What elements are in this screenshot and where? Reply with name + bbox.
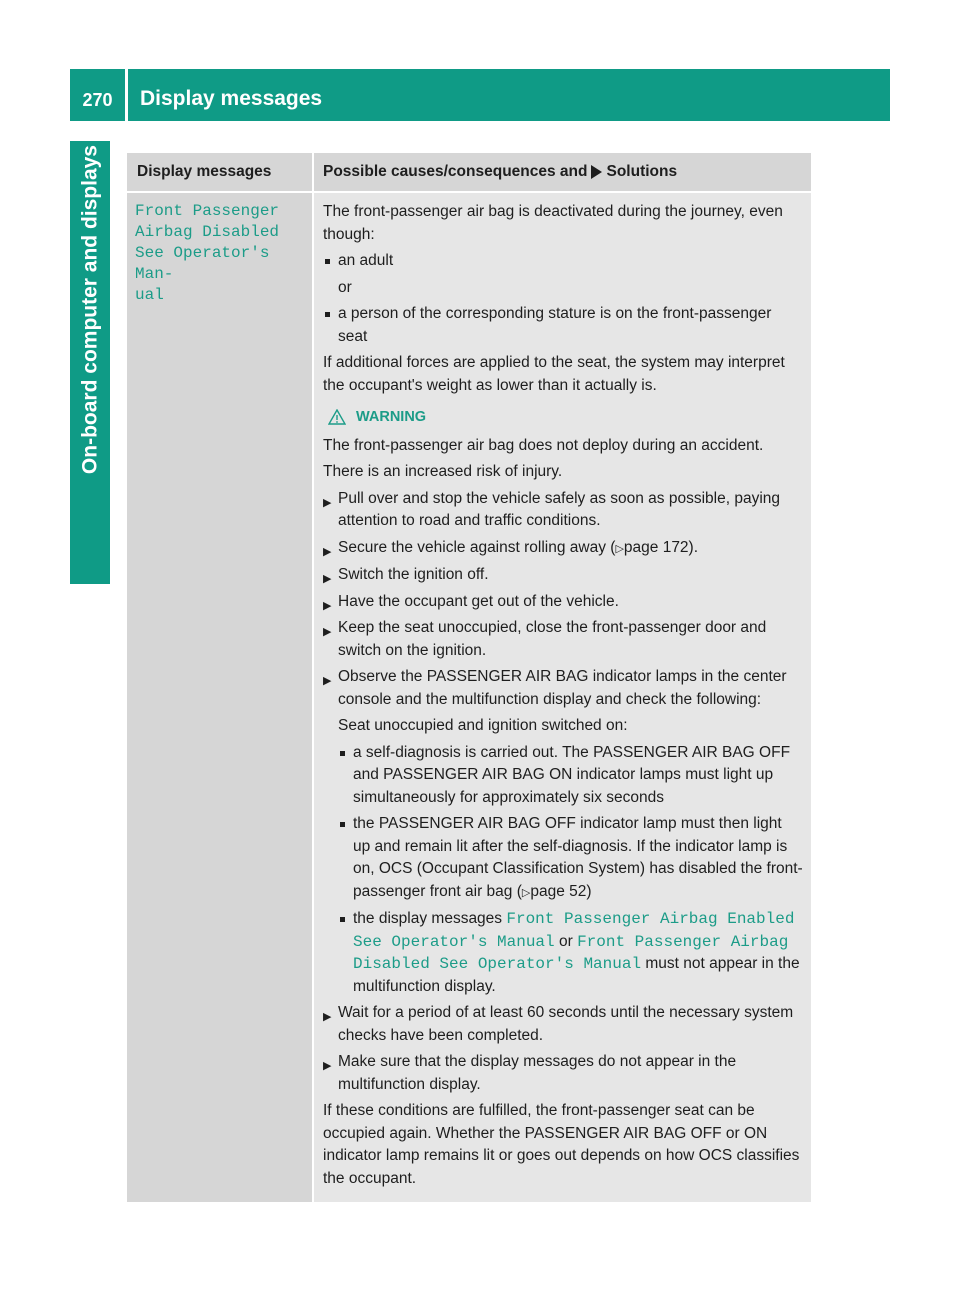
action-step (323, 488, 803, 533)
action-arrow-icon: ▶ (323, 545, 332, 558)
warning-triangle-icon (328, 409, 346, 425)
message-line-1: Front Passenger (135, 202, 280, 220)
action-step-text: Keep the seat unoccupied, close the front-passenger door and switch on the ignition. (338, 619, 767, 659)
column-header-solutions (314, 153, 811, 191)
page-reference-link[interactable]: page 52) (530, 882, 592, 900)
intro-text: The front-passenger air bag is deactivated during the journey, even though: (323, 203, 783, 243)
action-arrow-icon: ▶ (323, 1060, 332, 1072)
check-bullet-3 (323, 908, 803, 998)
column-header-solutions-suffix: Solutions (606, 163, 678, 180)
action-arrow-icon: ▶ (323, 1011, 332, 1023)
action-arrow-icon: ▶ (323, 626, 332, 638)
check-bullet-1: a self-diagnosis is carried out. The PASSENGER AIR BAG OFF and PASSENGER AIR BAG ON indicator lamps must light up simultaneously for approximately six seconds (323, 742, 803, 810)
warning-text-2: There is an increased risk of injury. (323, 463, 563, 480)
message-line-2: Airbag Disabled (135, 223, 280, 241)
action-step (323, 537, 803, 561)
warning-label: WARNING (356, 409, 427, 425)
check-bullet-3-suffix: must not appear in the multifunction display. (353, 955, 800, 995)
additional-forces-text: If additional forces are applied to the seat, the system may interpret the occupant's weight as lower than it actually is. (323, 354, 785, 394)
action-step-text: Switch the ignition off. (338, 566, 489, 583)
warning-text-1: The front-passenger air bag does not deploy during an accident. (323, 436, 764, 454)
action-step-text: Pull over and stop the vehicle safely as soon as possible, paying attention to road and traffic conditions. (338, 489, 781, 529)
action-arrow-icon: ▶ (323, 573, 332, 585)
action-step-text: Secure the vehicle against rolling away ( (338, 538, 616, 556)
condition-bullet-2: a person of the corresponding stature is on the front-passenger seat (323, 303, 803, 348)
or-text: or (558, 932, 573, 950)
action-step (323, 1051, 803, 1096)
table-row (127, 191, 811, 1202)
check-bullet-2 (323, 813, 803, 904)
condition-bullet-1: an adult (323, 250, 803, 273)
action-step-text: Have the occupant get out of the vehicle. (338, 592, 619, 610)
action-arrow-icon: ▶ (323, 599, 332, 612)
action-step (323, 617, 803, 662)
chapter-marker (70, 544, 110, 584)
action-step-text: Make sure that the display messages do not appear in the multifunction display. (338, 1053, 737, 1093)
action-arrow-icon: ▶ (323, 496, 332, 509)
message-cell (127, 193, 314, 1202)
page-ref-icon: ▷ (521, 886, 531, 899)
message-line-3: See Operator's Man‐ (135, 244, 270, 283)
action-step (323, 564, 803, 587)
chapter-tab (70, 141, 110, 584)
action-step (323, 591, 803, 614)
check-bullet-3-text: the display messages (353, 910, 503, 927)
action-step (323, 666, 803, 711)
solution-cell (314, 193, 811, 1202)
warning-heading (328, 406, 803, 429)
action-step-text: Wait for a period of at least 60 seconds until the necessary system checks have been completed. (338, 1004, 794, 1044)
column-header-messages: Display messages (127, 153, 314, 191)
display-message-enabled: Front Passenger Airbag Enabled See Operator's Manual (353, 910, 795, 951)
display-message-disabled: Front Passenger Airbag Disabled See Operator's Manual (353, 932, 789, 973)
page-title: Display messages (128, 69, 890, 121)
check-bullet-2-text: the PASSENGER AIR BAG OFF indicator lamp must then light up and remain lit after the self-diagnosis. If the indicator lamp is on, OCS (Occupant Classification System) has disabled the front-passenger front air bag ( (353, 815, 803, 900)
action-arrow-icon: ▶ (323, 675, 332, 687)
message-line-4: ual (135, 286, 164, 304)
page-reference-link[interactable]: page 172). (623, 538, 699, 556)
page-ref-icon: ▷ (615, 542, 624, 555)
action-step (323, 1002, 803, 1047)
closing-text: If these conditions are fulfilled, the front-passenger seat can be occupied again. Whether the PASSENGER AIR BAG OFF or ON indicator lamp remains lit or goes out depends on how OCS classifies the occupant. (323, 1102, 800, 1187)
solution-arrow-icon (591, 165, 602, 179)
check-intro-text: Seat unoccupied and ignition switched on: (338, 717, 628, 734)
page-number: 270 (70, 69, 125, 121)
page-header (70, 69, 890, 121)
column-header-solutions-label: Possible causes/consequences and (323, 163, 588, 180)
chapter-tab-label: On-board computer and displays (78, 145, 102, 475)
table-header-row (127, 153, 811, 191)
action-step-text: Observe the PASSENGER AIR BAG indicator lamps in the center console and the multifunction display and check the following: (338, 668, 787, 708)
or-text: or (338, 278, 352, 296)
display-messages-table (127, 153, 811, 1202)
